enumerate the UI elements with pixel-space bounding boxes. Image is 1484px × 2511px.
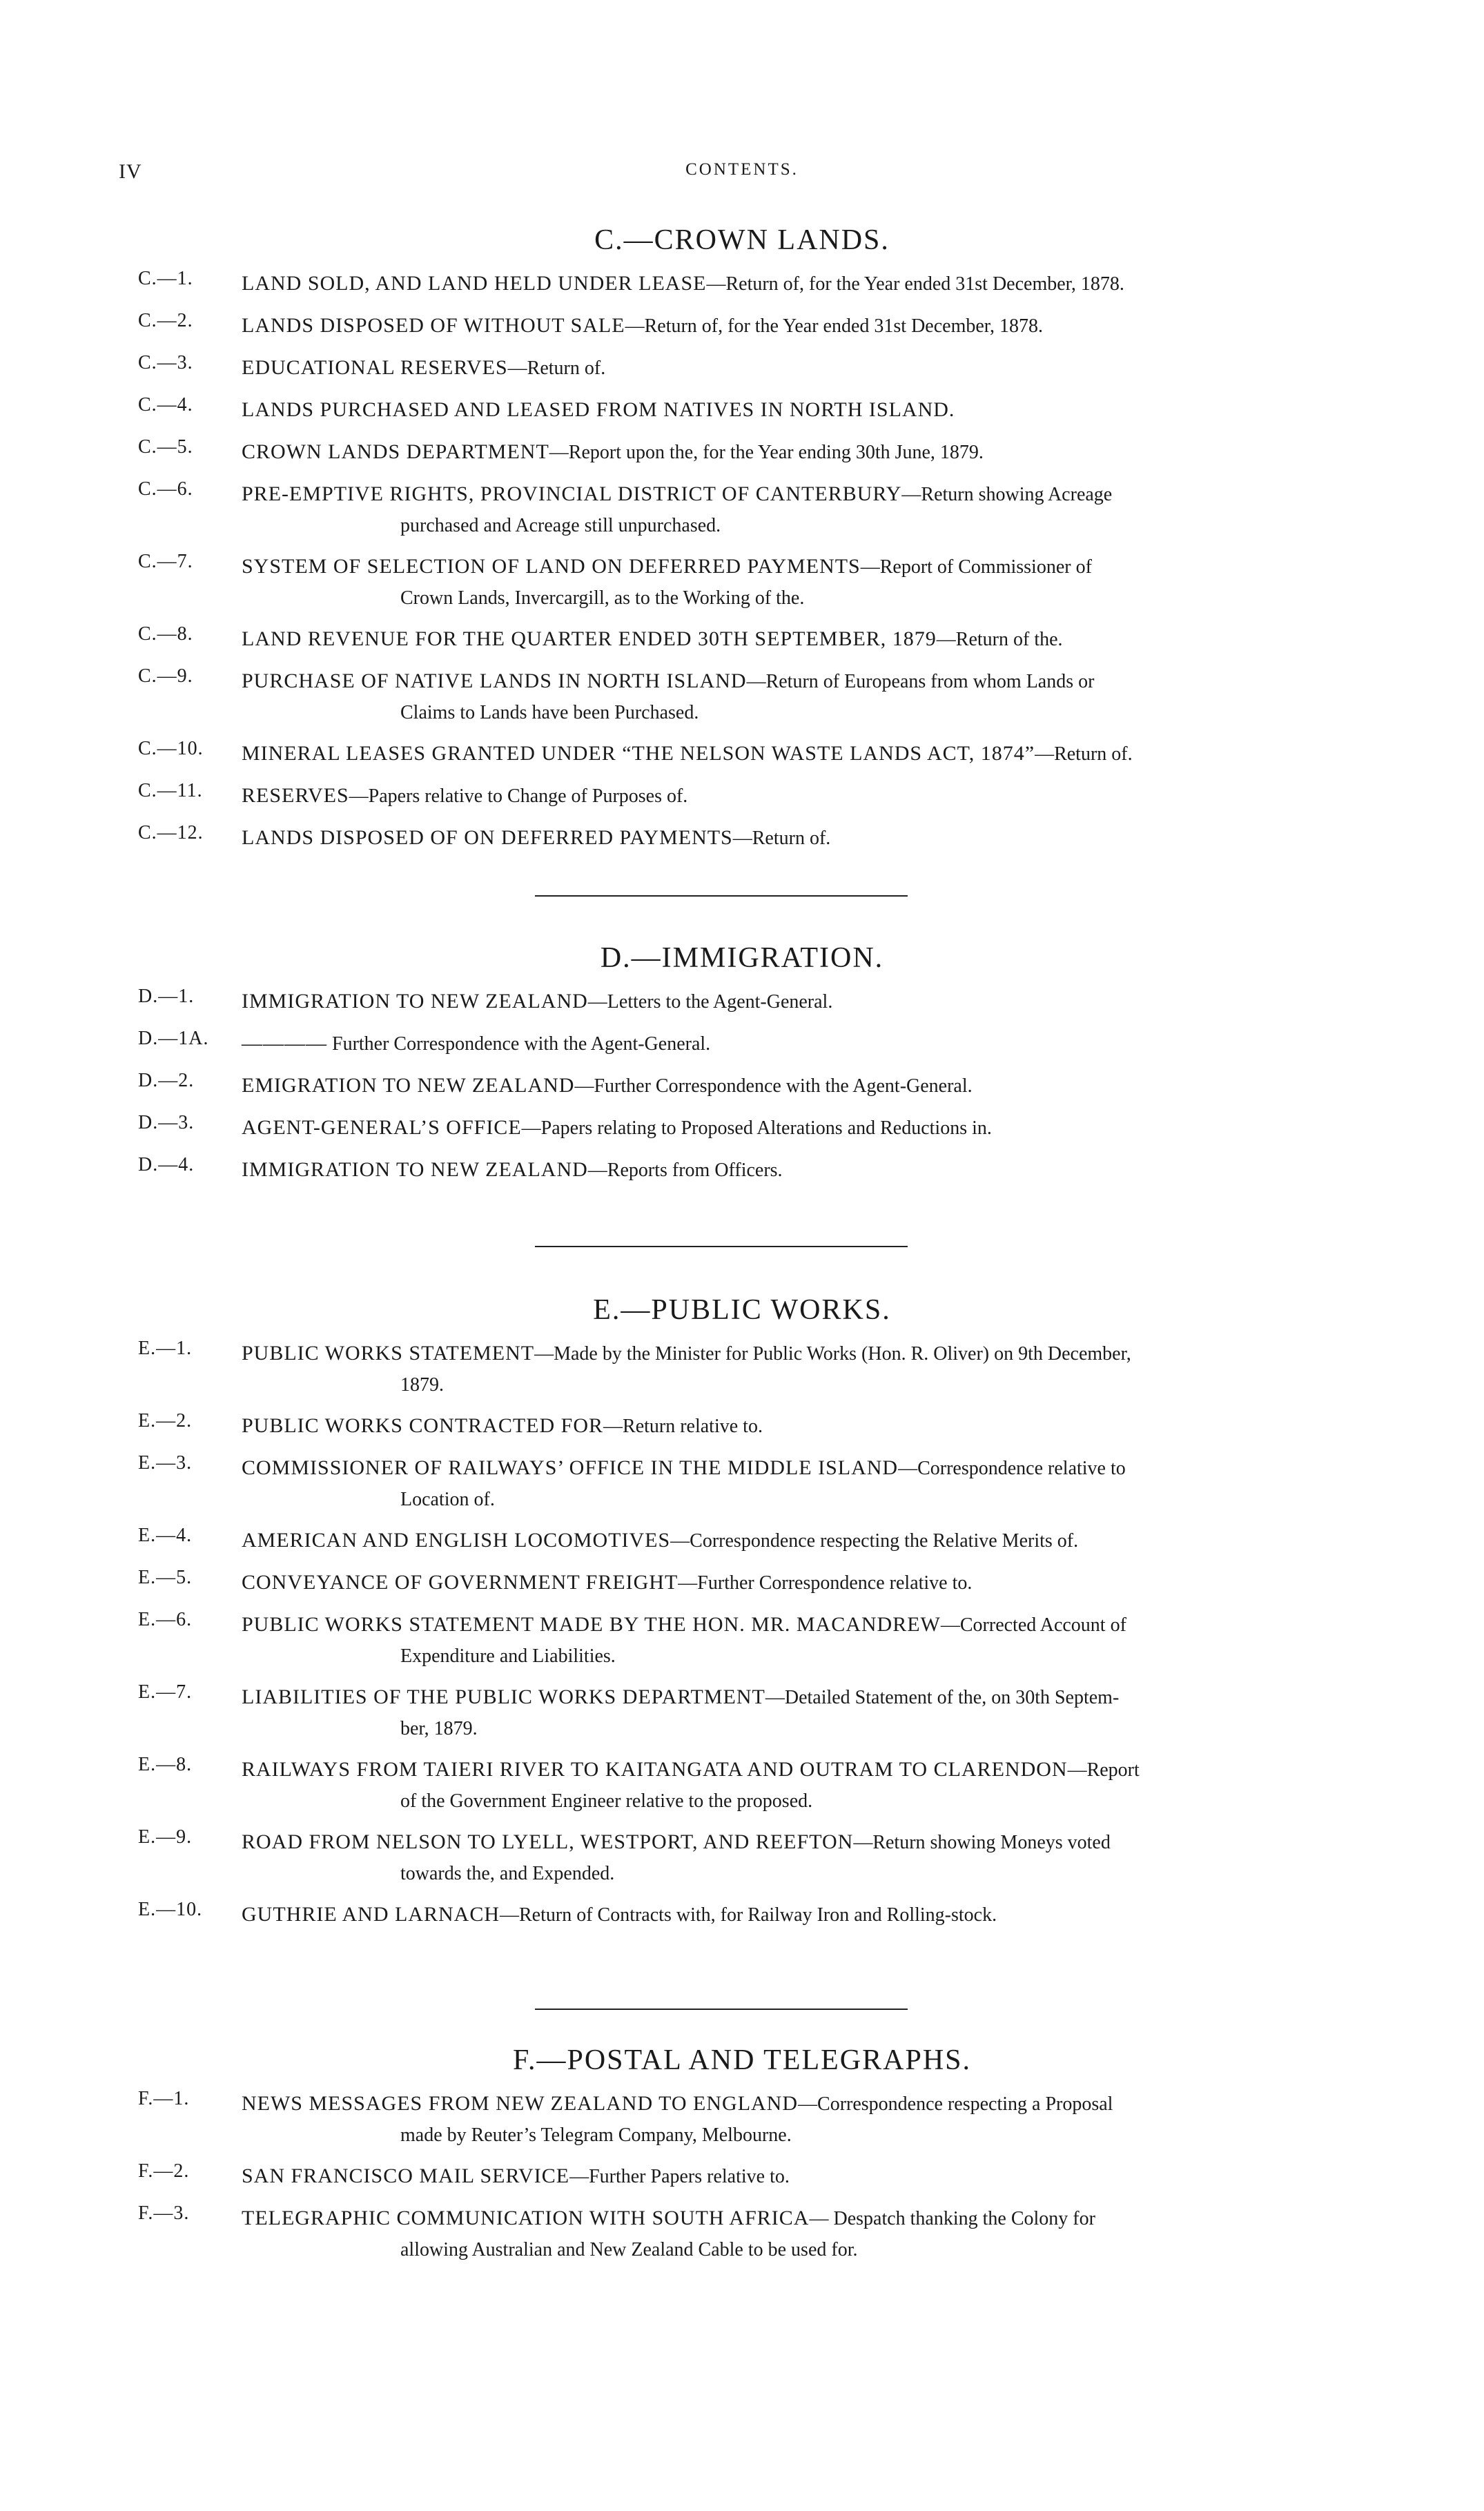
entry-text — [242, 822, 1353, 854]
entry-number: E.—4. — [138, 1525, 193, 1546]
entry-description: Further Correspondence with the Agent-General. — [327, 1033, 711, 1055]
section-title: D.—IMMIGRATION. — [600, 942, 884, 974]
entry-title: RESERVES — [242, 784, 349, 807]
entry-title: TELEGRAPHIC COMMUNICATION WITH SOUTH AFRICA — [242, 2207, 810, 2229]
entry-text — [242, 1525, 1353, 1557]
entry-number: E.—1. — [138, 1338, 193, 1359]
entry-continuation: ber, 1879. — [400, 1718, 478, 1739]
entry-number: D.—1. — [138, 986, 195, 1007]
entry-number: E.—3. — [138, 1452, 193, 1474]
entry-number: C.—10. — [138, 738, 204, 759]
entry-number: C.—11. — [138, 780, 203, 801]
entry-text — [242, 1112, 1353, 1144]
entry-text — [242, 551, 1353, 614]
contents-entry — [138, 2160, 1353, 2193]
entry-title: LANDS DISPOSED OF ON DEFERRED PAYMENTS — [242, 826, 733, 849]
entry-title: PUBLIC WORKS STATEMENT MADE BY THE HON. MR. MACANDREW — [242, 1613, 941, 1636]
entry-title: RAILWAYS FROM TAIERI RIVER TO KAITANGATA AND OUTRAM TO CLARENDON — [242, 1758, 1068, 1781]
entry-text — [242, 1028, 1353, 1060]
section-public-works — [0, 1289, 1484, 1941]
contents-entry — [138, 2202, 1353, 2265]
entry-number: C.—2. — [138, 310, 193, 331]
entry-text — [242, 1681, 1353, 1744]
contents-entry — [138, 1452, 1353, 1515]
entry-number: F.—1. — [138, 2088, 190, 2109]
entry-description: —Return of. — [507, 358, 606, 379]
entry-description: —Report — [1067, 1759, 1140, 1781]
entry-continuation: 1879. — [400, 1374, 444, 1396]
entry-text — [242, 1754, 1353, 1817]
contents-entry — [138, 352, 1353, 384]
entry-number: F.—3. — [138, 2202, 190, 2224]
entry-description: —Return of, for the Year ended 31st December, 1878. — [625, 315, 1043, 337]
entry-number: C.—6. — [138, 478, 193, 500]
entry-text — [242, 268, 1353, 300]
entry-continuation: Expenditure and Liabilities. — [400, 1645, 616, 1667]
section-crown-lands — [0, 219, 1484, 864]
entry-description: —Return of. — [1035, 743, 1133, 765]
contents-entry — [138, 1525, 1353, 1557]
entry-number: E.—8. — [138, 1754, 193, 1775]
entry-number: F.—2. — [138, 2160, 190, 2182]
contents-entry — [138, 1154, 1353, 1186]
entry-title: SYSTEM OF SELECTION OF LAND ON DEFERRED PAYMENTS — [242, 555, 861, 578]
entry-title: AMERICAN AND ENGLISH LOCOMOTIVES — [242, 1529, 671, 1552]
entry-number: D.—4. — [138, 1154, 195, 1175]
entry-description: —Correspondence respecting the Relative Merits of. — [670, 1530, 1079, 1552]
contents-entry — [138, 780, 1353, 812]
section-immigration — [0, 937, 1484, 1196]
entry-number: D.—3. — [138, 1112, 195, 1133]
entry-number: C.—8. — [138, 623, 193, 645]
entry-title: EDUCATIONAL RESERVES — [242, 356, 508, 379]
entry-description: —Detailed Statement of the, on 30th Septem- — [765, 1687, 1120, 1708]
entry-description: —Return relative to. — [603, 1416, 763, 1437]
contents-entry — [138, 2088, 1353, 2151]
entry-text — [242, 665, 1353, 728]
entry-continuation: of the Government Engineer relative to the proposed. — [400, 1790, 813, 1812]
entry-title: LAND SOLD, AND LAND HELD UNDER LEASE — [242, 272, 707, 295]
entry-description: —Return showing Moneys voted — [853, 1832, 1111, 1853]
entry-number: D.—1A. — [138, 1028, 209, 1049]
entry-description: —Return showing Acreage — [901, 484, 1113, 505]
entry-title: LAND REVENUE FOR THE QUARTER ENDED 30TH SEPTEMBER, 1879 — [242, 627, 937, 650]
entry-description: —Return of. — [732, 828, 831, 849]
entry-title: PRE-EMPTIVE RIGHTS, PROVINCIAL DISTRICT OF CANTERBURY — [242, 482, 902, 505]
entry-text — [242, 352, 1353, 384]
entry-text — [242, 780, 1353, 812]
contents-entry — [138, 1410, 1353, 1443]
contents-entry — [138, 394, 1353, 427]
contents-entry — [138, 822, 1353, 854]
entry-description: —Further Correspondence with the Agent-General. — [574, 1075, 973, 1097]
contents-entry — [138, 1609, 1353, 1672]
running-head: CONTENTS. — [685, 160, 799, 179]
contents-entry — [138, 1567, 1353, 1599]
section-divider — [535, 895, 908, 897]
entry-description: —Return of, for the Year ended 31st December, 1878. — [706, 273, 1124, 295]
entry-text — [242, 1154, 1353, 1186]
entry-title: IMMIGRATION TO NEW ZEALAND — [242, 1158, 588, 1181]
entry-text — [242, 986, 1353, 1018]
section-title: C.—CROWN LANDS. — [594, 224, 890, 256]
entry-text — [242, 394, 1353, 427]
entry-number: C.—4. — [138, 394, 193, 416]
entry-title: LANDS DISPOSED OF WITHOUT SALE — [242, 314, 625, 337]
section-divider — [535, 1246, 908, 1247]
entry-title: ———— — [242, 1032, 327, 1055]
contents-entry — [138, 986, 1353, 1018]
contents-entry — [138, 551, 1353, 614]
entry-text — [242, 2088, 1353, 2151]
entry-number: C.—9. — [138, 665, 193, 687]
contents-entry — [138, 1899, 1353, 1931]
entry-text — [242, 1826, 1353, 1889]
contents-entry — [138, 310, 1353, 342]
contents-entry — [138, 1070, 1353, 1102]
entry-text — [242, 1452, 1353, 1515]
entry-description: —Return of Contracts with, for Railway Iron and Rolling-stock. — [500, 1904, 997, 1926]
entry-description: —Reports from Officers. — [587, 1160, 783, 1181]
entry-number: C.—1. — [138, 268, 193, 289]
entry-text — [242, 1070, 1353, 1102]
page-header — [0, 160, 1484, 188]
entry-title: AGENT-GENERAL’S OFFICE — [242, 1116, 522, 1139]
entry-title: COMMISSIONER OF RAILWAYS’ OFFICE IN THE MIDDLE ISLAND — [242, 1456, 899, 1479]
entry-number: E.—5. — [138, 1567, 193, 1588]
section-title: E.—PUBLIC WORKS. — [593, 1294, 891, 1326]
contents-entry — [138, 1754, 1353, 1817]
entry-description: —Further Correspondence relative to. — [678, 1572, 973, 1594]
entry-description: —Correspondence respecting a Proposal — [798, 2093, 1113, 2115]
entry-number: D.—2. — [138, 1070, 195, 1091]
entry-title: PUBLIC WORKS STATEMENT — [242, 1342, 535, 1365]
contents-entry — [138, 738, 1353, 770]
entry-continuation: made by Reuter’s Telegram Company, Melbourne. — [400, 2124, 792, 2146]
entry-title: MINERAL LEASES GRANTED UNDER “THE NELSON WASTE LANDS ACT, 1874” — [242, 742, 1035, 765]
entry-text — [242, 1899, 1353, 1931]
entry-text — [242, 623, 1353, 656]
entry-continuation: towards the, and Expended. — [400, 1863, 615, 1884]
entry-title: LIABILITIES OF THE PUBLIC WORKS DEPARTMENT — [242, 1686, 765, 1708]
entry-description: —Made by the Minister for Public Works (Hon. R. Oliver) on 9th December, — [534, 1343, 1131, 1365]
entry-title: EMIGRATION TO NEW ZEALAND — [242, 1074, 575, 1097]
entry-title: GUTHRIE AND LARNACH — [242, 1903, 500, 1926]
entry-number: E.—7. — [138, 1681, 193, 1703]
contents-entry — [138, 623, 1353, 656]
entry-continuation: purchased and Acreage still unpurchased. — [400, 515, 721, 536]
entry-description: —Return of Europeans from whom Lands or — [746, 671, 1095, 692]
contents-entry — [138, 665, 1353, 728]
entry-text — [242, 1609, 1353, 1672]
entry-description: —Correspondence relative to — [898, 1458, 1126, 1479]
entry-description: —Letters to the Agent-General. — [587, 991, 833, 1013]
entry-text — [242, 2160, 1353, 2193]
contents-entry — [138, 436, 1353, 469]
entry-text — [242, 436, 1353, 469]
entry-text — [242, 1567, 1353, 1599]
entry-description: —Further Papers relative to. — [569, 2166, 790, 2187]
entry-text — [242, 478, 1353, 541]
entry-number: E.—6. — [138, 1609, 193, 1630]
entry-title: SAN FRANCISCO MAIL SERVICE — [242, 2165, 570, 2187]
contents-entry — [138, 1681, 1353, 1744]
page-number: IV — [119, 160, 142, 183]
entry-description: —Papers relative to Change of Purposes of. — [349, 785, 688, 807]
entry-number: E.—10. — [138, 1899, 203, 1920]
entry-title: IMMIGRATION TO NEW ZEALAND — [242, 990, 588, 1013]
contents-entry — [138, 1028, 1353, 1060]
entry-title: CROWN LANDS DEPARTMENT — [242, 440, 549, 463]
contents-entry — [138, 268, 1353, 300]
entry-title: NEWS MESSAGES FROM NEW ZEALAND TO ENGLAND — [242, 2092, 799, 2115]
contents-entry — [138, 1112, 1353, 1144]
entry-description: —Papers relating to Proposed Alterations and Reductions in. — [521, 1117, 992, 1139]
entry-description: — Despatch thanking the Colony for — [809, 2208, 1095, 2229]
entry-number: C.—12. — [138, 822, 204, 843]
contents-entry — [138, 478, 1353, 541]
entry-description: —Report upon the, for the Year ending 30th June, 1879. — [549, 442, 984, 463]
entry-text — [242, 310, 1353, 342]
entry-title: LANDS PURCHASED AND LEASED FROM NATIVES IN NORTH ISLAND. — [242, 398, 955, 421]
entry-number: C.—7. — [138, 551, 193, 572]
entry-title: CONVEYANCE OF GOVERNMENT FREIGHT — [242, 1571, 678, 1594]
entry-continuation: Crown Lands, Invercargill, as to the Working of the. — [400, 587, 805, 609]
entry-text — [242, 1338, 1353, 1400]
entry-title: ROAD FROM NELSON TO LYELL, WESTPORT, AND REEFTON — [242, 1830, 854, 1853]
entry-description: —Report of Commissioner of — [860, 556, 1092, 578]
entry-continuation: Claims to Lands have been Purchased. — [400, 702, 699, 723]
entry-title: PUBLIC WORKS CONTRACTED FOR — [242, 1414, 604, 1437]
entry-number: C.—5. — [138, 436, 193, 458]
entry-number: E.—9. — [138, 1826, 193, 1848]
contents-entry — [138, 1826, 1353, 1889]
entry-text — [242, 738, 1353, 770]
entry-title: PURCHASE OF NATIVE LANDS IN NORTH ISLAND — [242, 670, 747, 692]
entry-text — [242, 2202, 1353, 2265]
entry-number: E.—2. — [138, 1410, 193, 1432]
section-postal-telegraphs — [0, 2040, 1484, 2275]
entry-continuation: allowing Australian and New Zealand Cable to be used for. — [400, 2239, 858, 2260]
entry-number: C.—3. — [138, 352, 193, 373]
entry-continuation: Location of. — [400, 1489, 495, 1510]
entry-description: —Corrected Account of — [940, 1614, 1126, 1636]
entry-text — [242, 1410, 1353, 1443]
section-title: F.—POSTAL AND TELEGRAPHS. — [512, 2044, 972, 2076]
contents-entry — [138, 1338, 1353, 1400]
entry-description: —Return of the. — [936, 629, 1063, 650]
section-divider — [535, 2009, 908, 2010]
